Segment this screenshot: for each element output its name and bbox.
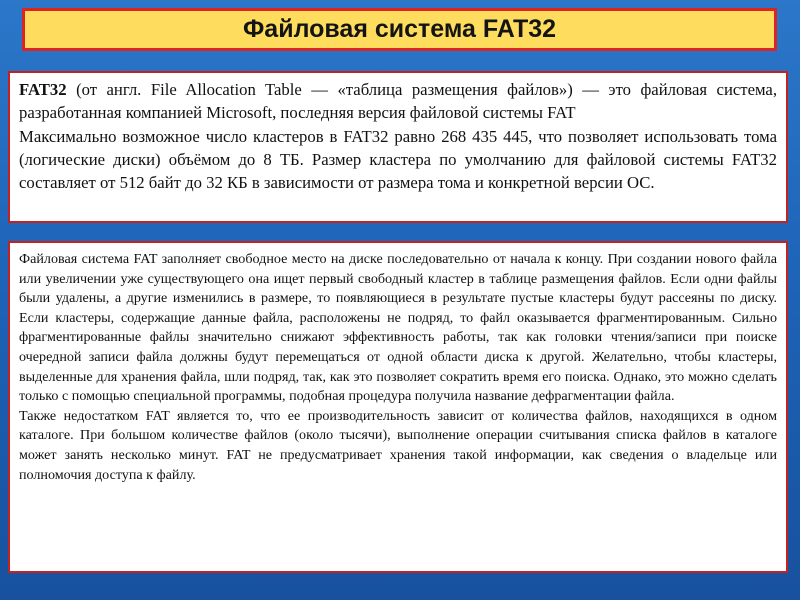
slide-title-banner (22, 8, 777, 51)
definition-panel (8, 71, 788, 223)
drawback-paragraph: Также недостатком FAT является то, что ее производительность зависит от количества файлов, находящихся в одном каталоге. При большом количестве файлов (около тысячи), выполнение операции считывания списка файлов в каталоге может занять несколько минут. FAT не предусматривает хранения такой информации, как сведения о владельце или полномочия доступа к файлу. (19, 407, 777, 483)
definition-paragraph (19, 78, 777, 125)
term-fat32: FAT32 (19, 80, 67, 99)
slide-title: Файловая система FAT32 (242, 15, 557, 43)
fragmentation-paragraph: Файловая система FAT заполняет свободное место на диске последовательно от начала к концу. При создании нового файла или увеличении уже существующего она ищет первый свободный кластер в таблице размещения файлов. Если одни файлы были удалены, а другие изменились в размере, то появляющиеся в результате пустые кластеры будут рассеяны по диску. Если кластеры, содержащие данные файла, расположены не подряд, то файл оказывается фрагментированным. Сильно фрагментированные файлы значительно снижают эффективность работы, так как головки чтения/записи при поиске очередной записи файла должны будут перемещаться от одной области диска к другой. Желательно, чтобы кластеры, выделенные для хранения файла, шли подряд, так, как это позволяет сократить время его поиска. Однако, это можно сделать только с помощью специальной программы, подобная процедура получила название дефрагментации файла. (19, 251, 777, 405)
definition-text: (от англ. File Allocation Table — «таблица размещения файлов») — это файловая система, разработанная компанией Microsoft, последняя версия файловой системы FAT (19, 80, 777, 123)
detail-panel (8, 241, 788, 573)
cluster-limits-paragraph: Максимально возможное число кластеров в FAT32 равно 268 435 445, что позволяет использовать тома (логические диски) объёмом до 8 ТБ. Размер кластера по умолчанию для файловой системы FAT32 составляет от 512 байт до 32 КБ в зависимости от размера тома и конкретной версии ОС. (19, 126, 777, 193)
